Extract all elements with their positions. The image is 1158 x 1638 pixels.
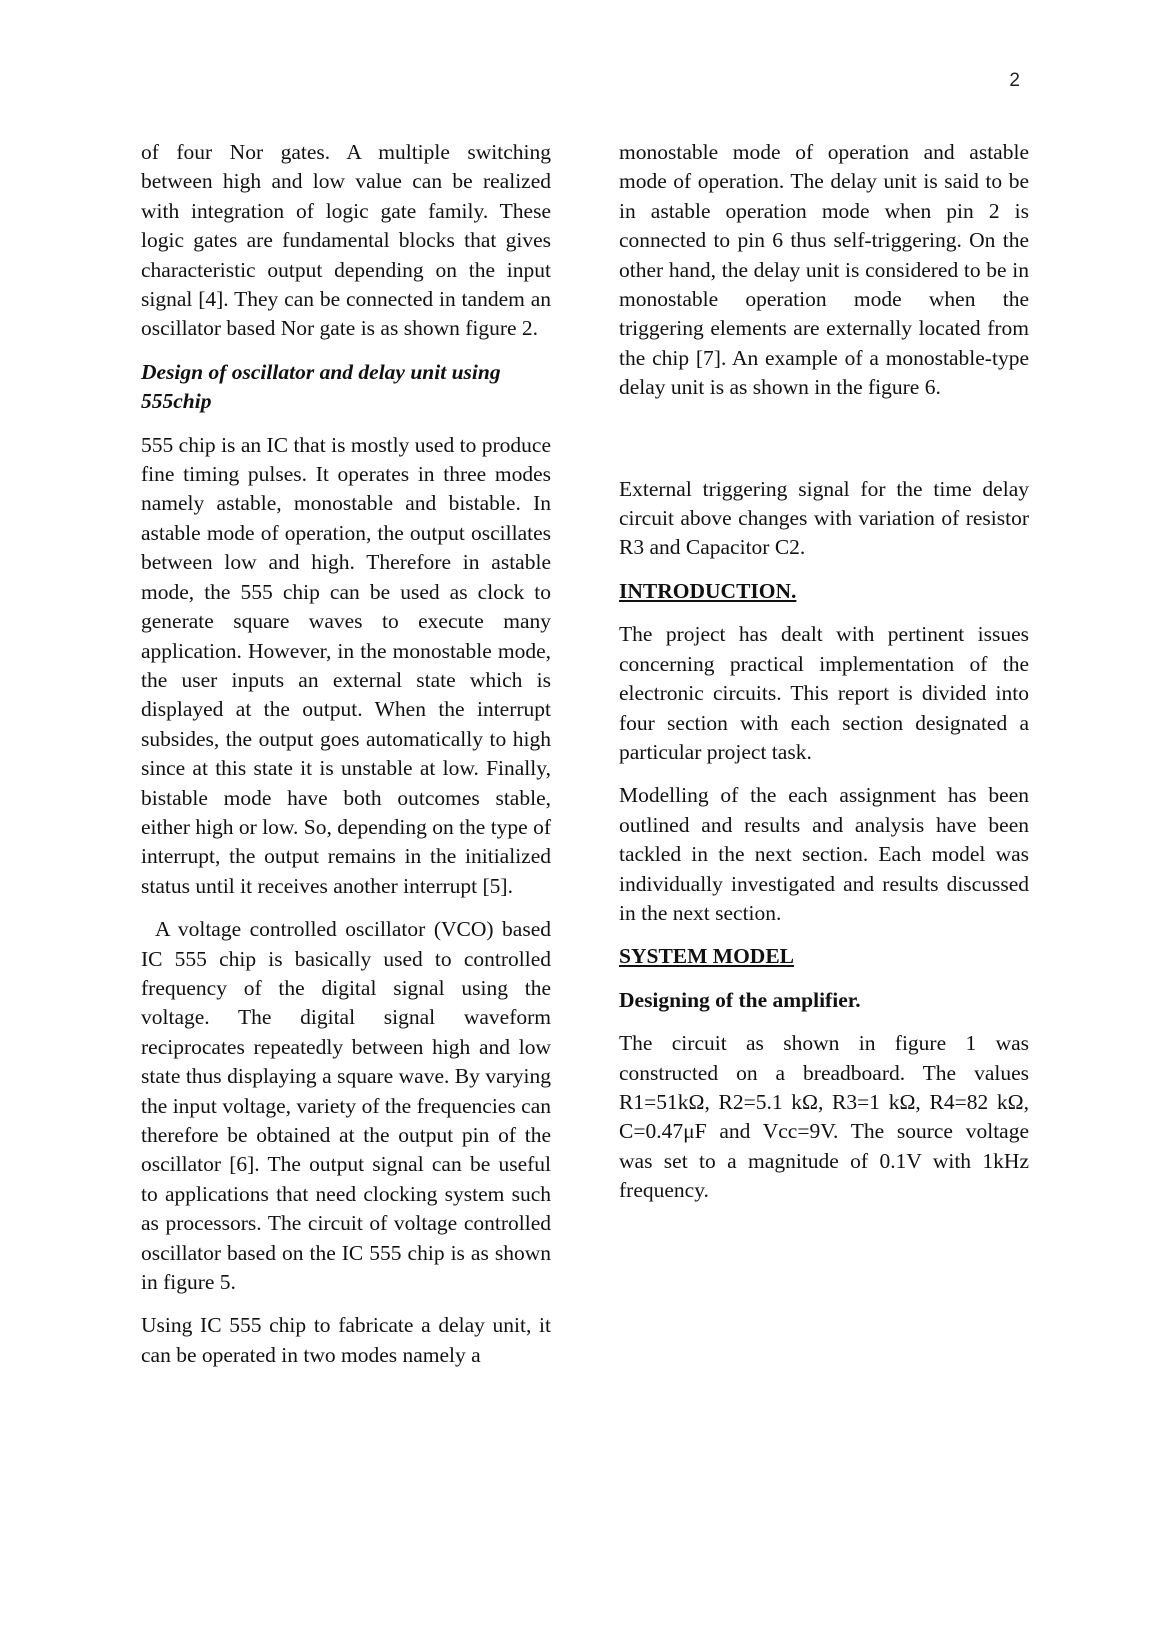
heading-introduction: INTRODUCTION. (619, 578, 797, 603)
paragraph-modelling: Modelling of the each assignment has been outlined and results and analysis have been tackled in the next section. Each model was individually investigated and results discussed in the next section. (619, 783, 1029, 925)
paragraph-circuit-values: The circuit as shown in figure 1 was constructed on a breadboard. The values R1=51kΩ, R2=5.1 kΩ, R3=1 kΩ, R4=82 kΩ, C=0.47μF and Vcc=9V. The source voltage was set to a magnitude of 0.1V with 1kHz frequency. (619, 1031, 1029, 1203)
heading-system-model: SYSTEM MODEL (619, 944, 795, 969)
right-column (619, 138, 1029, 1220)
heading-amplifier: Designing of the amplifier. (619, 987, 861, 1012)
paragraph-vco: A voltage controlled oscillator (VCO) based IC 555 chip is basically used to controlled frequency of the digital signal using the voltage. The digital signal waveform reciprocates repeatedly between high and low state thus displaying a square wave. By varying the input voltage, variety of the frequencies can therefore be obtained at the output pin of the oscillator [6]. The output signal can be useful to applications that need clocking system such as processors. The circuit of voltage controlled oscillator based on the IC 555 chip is as shown in figure 5. (141, 917, 551, 1295)
heading-555-design: Design of oscillator and delay unit using 555chip (141, 359, 501, 414)
paragraph-555-modes: 555 chip is an IC that is mostly used to produce fine timing pulses. It operates in three modes namely astable, monostable and bistable. In astable mode of operation, the output oscillates between low and high. Therefore in astable mode, the 555 chip can be used as clock to generate square waves to execute many application. However, in the monostable mode, the user inputs an external state which is displayed at the output. When the interrupt subsides, the output goes automatically to high since at this state it is unstable at low. Finally, bistable mode have both outcomes stable, either high or low. So, depending on the type of interrupt, the output remains in the initialized status until it receives another interrupt [5]. (141, 432, 552, 898)
paragraph-project-overview: The project has dealt with pertinent issues concerning practical implementation of the electronic circuits. This report is divided into four section with each section designated a particular project task. (619, 622, 1029, 764)
paragraph-nor-gates: of four Nor gates. A multiple switching between high and low value can be realized with integration of logic gate family. These logic gates are fundamental blocks that gives characteristic output depending on the input signal [4]. They can be connected in tandem an oscillator based Nor gate is as shown figure 2. (141, 140, 551, 341)
paragraph-monostable-astable: monostable mode of operation and astable mode of operation. The delay unit is said to be in astable operation mode when pin 2 is connected to pin 6 thus self-triggering. On the other hand, the delay unit is considered to be in monostable operation mode when the triggering elements are externally located from the chip [7]. An example of a monostable-type delay unit is as shown in the figure 6. (619, 140, 1029, 400)
figure-gap (619, 417, 1029, 475)
page-number: 2 (1009, 70, 1020, 91)
paragraph-external-trigger: External triggering signal for the time delay circuit above changes with variation of resistor R3 and Capacitor C2. (619, 476, 1029, 560)
paragraph-delay-unit: Using IC 555 chip to fabricate a delay unit, it can be operated in two modes namely a (141, 1313, 551, 1367)
left-column (141, 138, 551, 1384)
